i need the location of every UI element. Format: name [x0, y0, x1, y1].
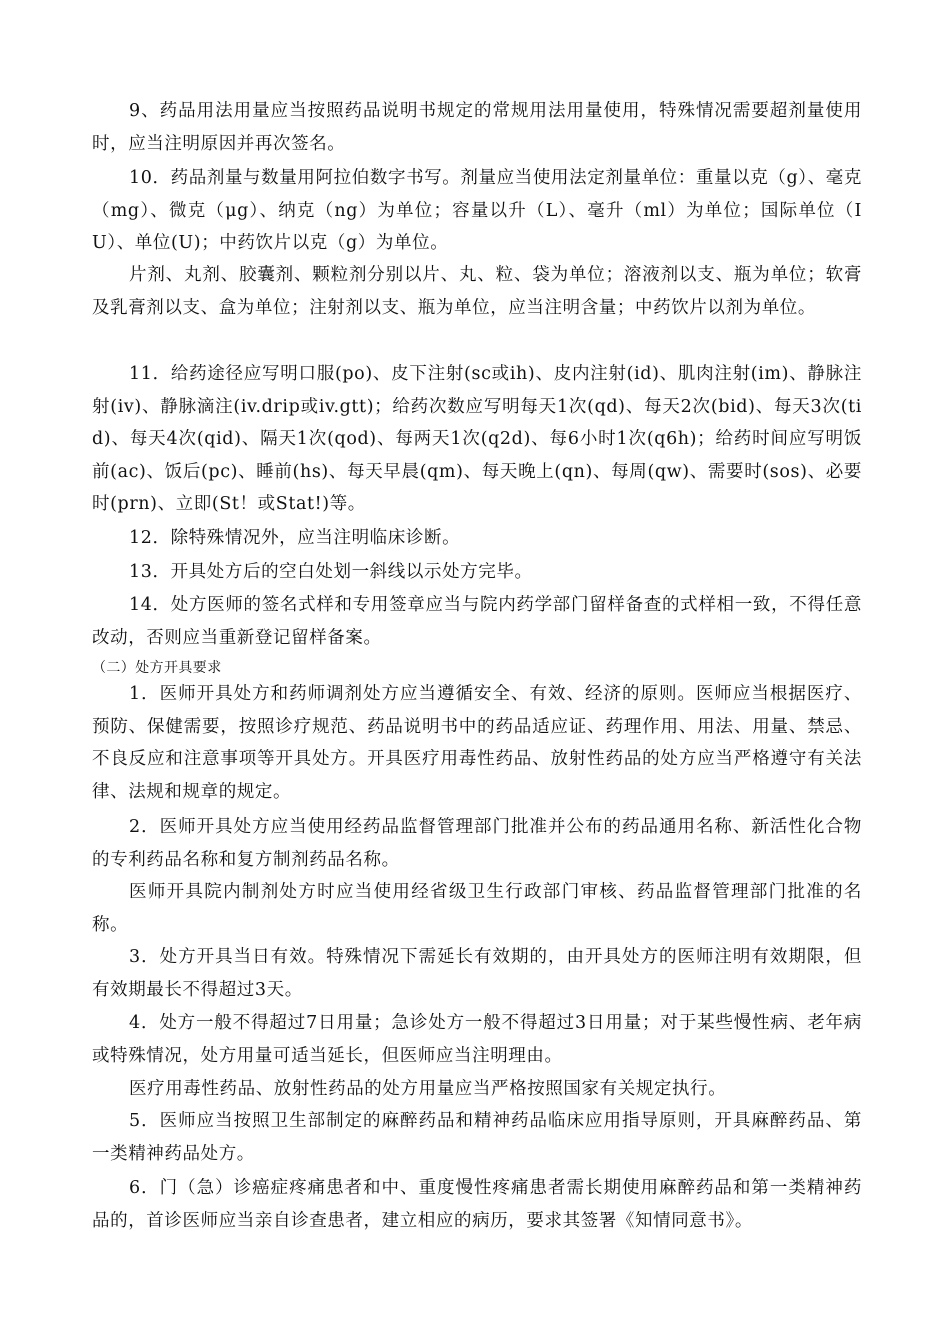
- paragraph-req-6: 6．门（急）诊癌症疼痛患者和中、重度慢性疼痛患者需长期使用麻醉药品和第一类精神药品的，首诊医师应当亲自诊查患者，建立相应的病历，要求其签署《知情同意书》。: [92, 1178, 862, 1231]
- paragraph-item-9: 9、药品用法用量应当按照药品说明书规定的常规用法用量使用，特殊情况需要超剂量使用时，应当注明原因并再次签名。: [92, 101, 862, 154]
- paragraph-item-12: 12．除特殊情况外，应当注明临床诊断。: [129, 528, 461, 548]
- paragraph-req-1: 1．医师开具处方和药师调剂处方应当遵循安全、有效、经济的原则。医师应当根据医疗、预防、保健需要，按照诊疗规范、药品说明书中的药品适应证、药理作用、用法、用量、禁忌、不良反应和注意事项等开具处方。开具医疗用毒性药品、放射性药品的处方应当严格遵守有关法律、法规和规章的规定。: [92, 684, 862, 802]
- paragraph-toxic-drugs: 医疗用毒性药品、放射性药品的处方用量应当严格按照国家有关规定执行。: [129, 1079, 727, 1099]
- paragraph-item-10: 10．药品剂量与数量用阿拉伯数字书写。剂量应当使用法定剂量单位：重量以克（g）、毫克（mg）、微克（μg）、纳克（ng）为单位；容量以升（L）、毫升（ml）为单位；国际单位（IU）、单位(U)；中药饮片以克（g）为单位。: [92, 168, 862, 253]
- paragraph-hospital-preparation: 医师开具院内制剂处方时应当使用经省级卫生行政部门审核、药品监督管理部门批准的名称。: [92, 882, 862, 935]
- paragraph-item-11: 11．给药途径应写明口服(po)、皮下注射(sc或ih)、皮内注射(id)、肌肉注射(im)、静脉注射(iv)、静脉滴注(iv.drip或iv.gtt)；给药次数应写明每天1次(qd)、每天2次(bid)、每天3次(tid)、每天4次(qid)、隔天1次(qod)、每两天1次(q2d)、每6小时1次(q6h)；给药时间应写明饭前(ac)、饭后(pc)、睡前(hs)、每天早晨(qm)、每天晚上(qn)、每周(qw)、需要时(sos)、必要时(prn)、立即(St！或Stat!)等。: [92, 364, 862, 514]
- paragraph-dosage-units: 片剂、丸剂、胶囊剂、颗粒剂分别以片、丸、粒、袋为单位；溶液剂以支、瓶为单位；软膏及乳膏剂以支、盒为单位；注射剂以支、瓶为单位，应当注明含量；中药饮片以剂为单位。: [92, 265, 862, 318]
- paragraph-req-3: 3．处方开具当日有效。特殊情况下需延长有效期的，由开具处方的医师注明有效期限，但有效期最长不得超过3天。: [92, 947, 862, 1000]
- section-heading: （二）处方开具要求: [92, 660, 222, 676]
- paragraph-req-2: 2．医师开具处方应当使用经药品监督管理部门批准并公布的药品通用名称、新活性化合物的专利药品名称和复方制剂药品名称。: [92, 817, 862, 870]
- paragraph-item-14: 14．处方医师的签名式样和专用签章应当与院内药学部门留样备查的式样相一致，不得任意改动，否则应当重新登记留样备案。: [92, 595, 862, 648]
- paragraph-req-4: 4．处方一般不得超过7日用量；急诊处方一般不得超过3日用量；对于某些慢性病、老年病或特殊情况，处方用量可适当延长，但医师应当注明理由。: [92, 1013, 862, 1066]
- paragraph-item-13: 13．开具处方后的空白处划一斜线以示处方完毕。: [129, 562, 533, 582]
- paragraph-req-5: 5．医师应当按照卫生部制定的麻醉药品和精神药品临床应用指导原则，开具麻醉药品、第一类精神药品处方。: [92, 1111, 862, 1164]
